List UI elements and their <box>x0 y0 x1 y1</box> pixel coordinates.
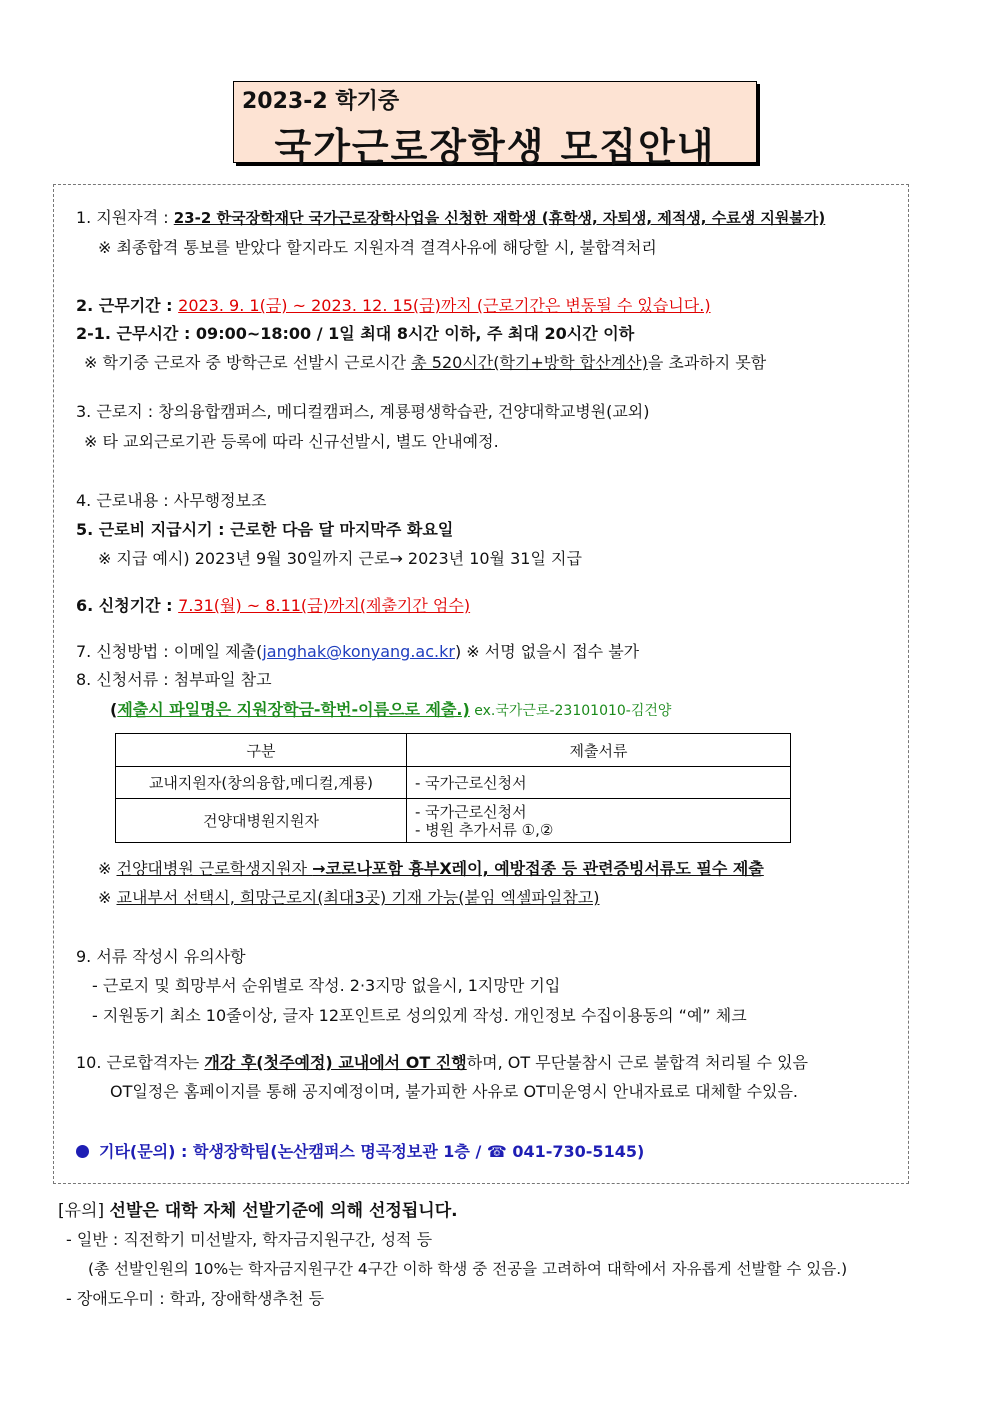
item-3-location: 3. 근로지 : 창의융합캠퍼스, 메디컬캠퍼스, 계룡평생학습관, 건양대학교병원(교외) <box>76 402 650 421</box>
item-7-method: 7. 신청방법 : 이메일 제출(janghak@konyang.ac.kr) ※ 서명 없을시 접수 불가 <box>76 642 640 661</box>
item-8-filename-note: (제출시 파일명은 지원장학금-학번-이름으로 제출.) ex.국가근로-23101010-김건양 <box>110 700 672 719</box>
item-10-ot: 10. 근로합격자는 개강 후(첫주예정) 교내에서 OT 진행하며, OT 무단불참시 근로 불합격 처리될 수 있음 <box>76 1053 808 1072</box>
table-row <box>116 799 791 843</box>
item-5-note: ※ 지급 예시) 2023년 9월 30일까지 근로→ 2023년 10월 31일 지급 <box>98 549 582 568</box>
table-cell: 교내지원자(창의융합,메디컬,계룡) <box>116 767 407 799</box>
item-8-documents: 8. 신청서류 : 첨부파일 참고 <box>76 670 272 689</box>
period-value: 2023. 9. 1(금) ~ 2023. 12. 15(금)까지 (근로기간은 변동될 수 있습니다.) <box>178 296 711 315</box>
table-cell: - 국가근로신청서 <box>407 767 791 799</box>
footer-line-2: (총 선발인원의 10%는 학자금지원구간 4구간 이하 학생 중 전공을 고려하여 대학에서 자유롭게 선발할 수 있음.) <box>88 1260 848 1278</box>
email-link[interactable]: janghak@konyang.ac.kr <box>262 642 455 661</box>
footer-line-3: - 장애도우미 : 학과, 장애학생추천 등 <box>66 1289 325 1308</box>
item-2-1-hours: 2-1. 근무시간 : 09:00~18:00 / 1일 최대 8시간 이하, 주 최대 20시간 이하 <box>76 324 635 343</box>
item-9-title: 9. 서류 작성시 유의사항 <box>76 947 246 966</box>
page-title: 국가근로장학생 모집안내 <box>274 125 716 169</box>
item-2-period: 2. 근무기간 : 2023. 9. 1(금) ~ 2023. 12. 15(금)까지 (근로기간은 변동될 수 있습니다.) <box>76 296 711 315</box>
item-1-eligibility: 1. 지원자격 : 23-2 한국장학재단 국가근로장학사업을 신청한 재학생 (휴학생, 자퇴생, 제적생, 수료생 지원불가) <box>76 208 826 227</box>
item-9-line-2: - 지원동기 최소 10줄이상, 글자 12포인트로 성의있게 작성. 개인정보 수집이용동의 “예” 체크 <box>92 1006 747 1025</box>
footer-notice: [유의] 선발은 대학 자체 선발기준에 의해 선정됩니다. <box>58 1201 458 1221</box>
table-cell: - 국가근로신청서 - 병원 추가서류 ①,② <box>407 799 791 843</box>
note-department: ※ 교내부서 선택시, 희망근로지(최대3곳) 기재 가능(붙임 엑셀파일참고) <box>98 888 600 907</box>
item-1-note: ※ 최종합격 통보를 받았다 할지라도 지원자격 결격사유에 해당할 시, 불합격처리 <box>98 238 657 257</box>
item-3-note: ※ 타 교외근로기관 등록에 따라 신규선발시, 별도 안내예정. <box>84 432 499 451</box>
table-cell: 건양대병원지원자 <box>116 799 407 843</box>
title-box <box>233 81 757 169</box>
documents-table <box>115 733 791 843</box>
table-header: 구분 <box>116 734 407 767</box>
item-6-apply-period: 6. 신청기간 : 7.31(월) ~ 8.11(금)까지(제출기간 엄수) <box>76 596 471 615</box>
item-5-payday: 5. 근로비 지급시기 : 근로한 다음 달 마지막주 화요일 <box>76 520 454 539</box>
item-2-1-note: ※ 학기중 근로자 중 방학근로 선발시 근로시간 총 520시간(학기+방학 합산계산)을 초과하지 못함 <box>84 353 767 372</box>
footer-line-1: - 일반 : 직전학기 미선발자, 학자금지원구간, 성적 등 <box>66 1230 433 1249</box>
apply-period-value: 7.31(월) ~ 8.11(금)까지(제출기간 엄수) <box>178 596 471 615</box>
title-subtitle: 2023-2 학기중 <box>242 89 400 114</box>
item-10-line-2: OT일정은 홈페이지를 통해 공지예정이며, 불가피한 사유로 OT미운영시 안내자료로 대체할 수있음. <box>110 1082 799 1101</box>
contact-line: 기타(문의) : 학생장학팀(논산캠퍼스 명곡정보관 1층 / ☎ 041-730-5145) <box>76 1141 644 1163</box>
table-header: 제출서류 <box>407 734 791 767</box>
bullet-icon <box>76 1145 89 1158</box>
eligibility-value: 23-2 한국장학재단 국가근로장학사업을 신청한 재학생 (휴학생, 자퇴생, 제적생, 수료생 지원불가) <box>173 209 826 227</box>
item-4-content: 4. 근로내용 : 사무행정보조 <box>76 491 267 510</box>
item-9-line-1: - 근로지 및 희망부서 순위별로 작성. 2·3지망 없을시, 1지망만 기입 <box>92 976 561 995</box>
table-row <box>116 767 791 799</box>
note-hospital: ※ 건양대병원 근로학생지원자 →코로나포함 흉부X레이, 예방접종 등 관련증빙서류도 필수 제출 <box>98 859 764 878</box>
